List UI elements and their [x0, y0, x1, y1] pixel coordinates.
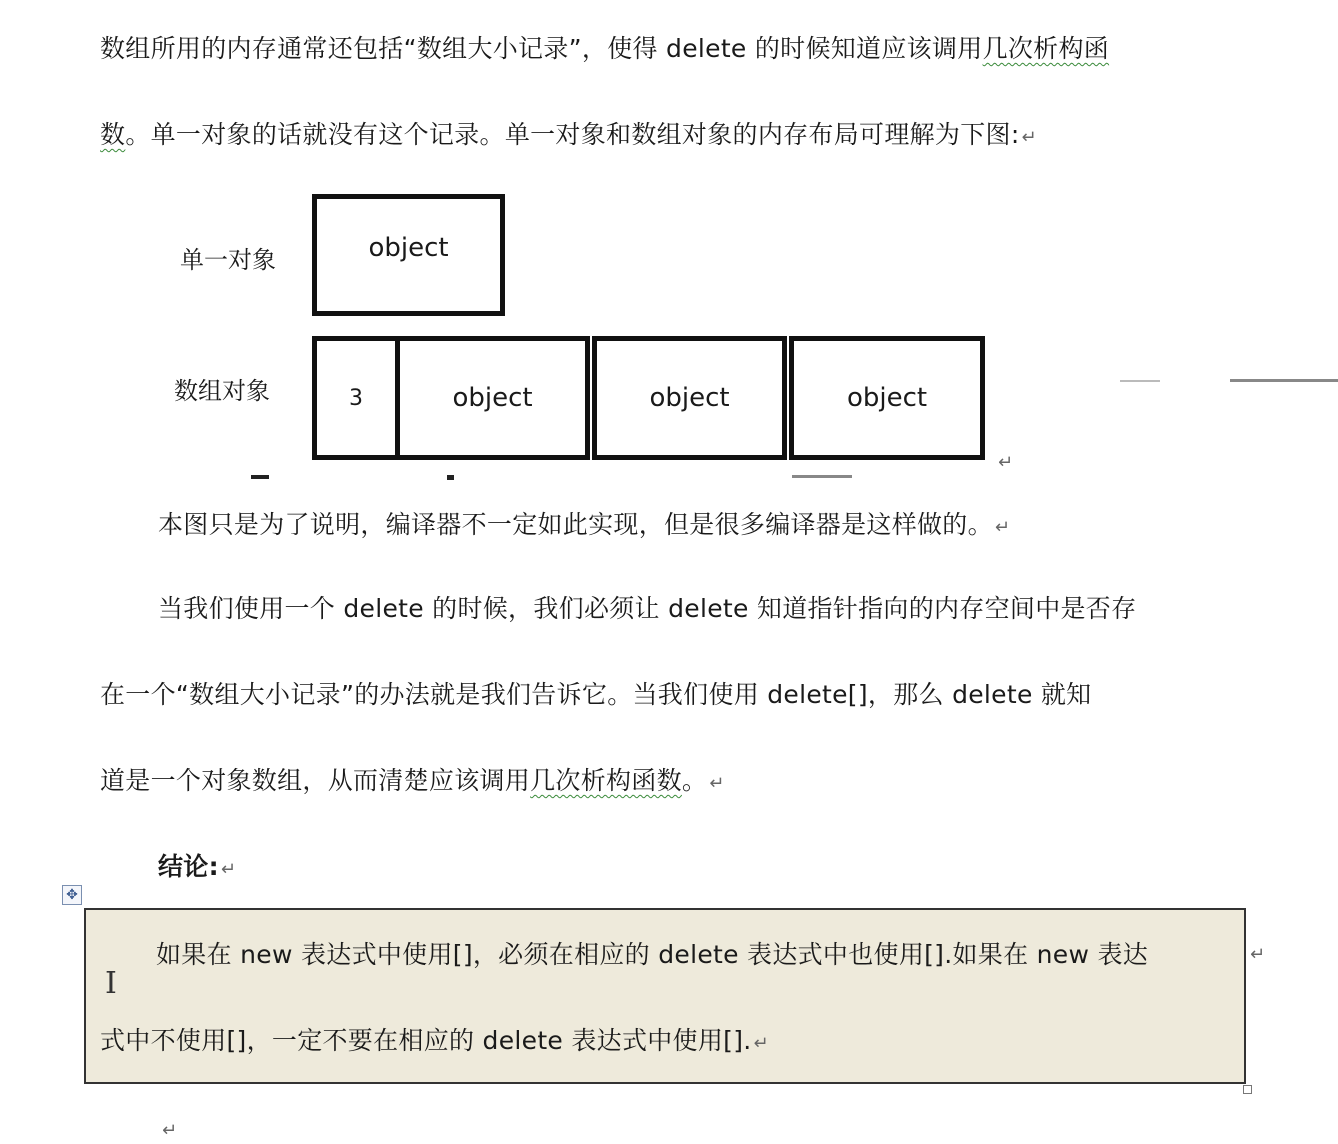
scan-mark [792, 475, 852, 478]
paragraph-mark-icon: ↵ [162, 1120, 178, 1141]
paragraph-mark-icon: ↵ [220, 859, 237, 880]
paragraph1-line1-text: 数组所用的内存通常还包括“数组大小记录”，使得 delete 的时候知道应该调用 [100, 34, 983, 63]
paragraph2-line1 [158, 592, 1136, 626]
paragraph1-line2-text: 。单一对象的话就没有这个记录。单一对象和数组对象的内存布局可理解为下图: [125, 120, 1020, 149]
conclusion-line2-text: 式中不使用[]，一定不要在相应的 delete 表达式中使用[]. [100, 1026, 752, 1055]
paragraph2-line3 [100, 764, 725, 801]
scan-mark [447, 475, 454, 480]
conclusion-line2 [100, 1024, 769, 1061]
paragraph1-line1-underlined: 几次析构函 [982, 34, 1110, 63]
move-handle-icon[interactable]: ✥ [62, 885, 82, 905]
paragraph2-line3-pre: 道是一个对象数组，从而清楚应该调用 [100, 766, 531, 795]
paragraph2-line2 [100, 678, 1091, 712]
diagram-note [158, 508, 1010, 545]
array-object-box-2: object [592, 336, 787, 460]
conclusion-line1 [156, 938, 1148, 972]
paragraph-mark-icon: ↵ [1250, 944, 1266, 965]
scan-mark [1230, 379, 1338, 382]
paragraph2-line3-underlined: 几次析构函数 [530, 766, 682, 795]
paragraph2-line1-text: 当我们使用一个 delete 的时候，我们必须让 delete 知道指针指向的内存空间中是否存 [158, 594, 1137, 623]
paragraph-mark-icon: ↵ [1021, 127, 1037, 148]
paragraph-mark-icon: ↵ [709, 773, 725, 794]
single-object-label: 单一对象 [180, 246, 276, 274]
paragraph1-line2-underlined: 数 [100, 120, 126, 149]
scan-mark [1120, 380, 1160, 382]
single-object-box: object [312, 194, 505, 316]
array-object-box-1: object [395, 336, 590, 460]
conclusion-line1-text: 如果在 new 表达式中使用[]，必须在相应的 delete 表达式中也使用[].如果在 new 表达 [156, 940, 1149, 969]
conclusion-heading-text: 结论: [158, 852, 219, 881]
resize-handle[interactable] [1243, 1085, 1252, 1094]
paragraph-mark-icon: ↵ [998, 452, 1014, 473]
array-count-box: 3 [312, 336, 400, 460]
paragraph1-line1 [100, 32, 1109, 66]
paragraph-mark-icon: ↵ [753, 1033, 769, 1054]
array-object-box-3: object [789, 336, 985, 460]
paragraph2-line3-post: 。 [681, 766, 708, 795]
conclusion-heading [158, 850, 236, 887]
paragraph2-line2-text: 在一个“数组大小记录”的办法就是我们告诉它。当我们使用 delete[]，那么 delete 就知 [100, 680, 1092, 709]
text-cursor-icon: I [105, 966, 117, 1001]
scan-mark [251, 475, 269, 479]
diagram-note-text: 本图只是为了说明，编译器不一定如此实现，但是很多编译器是这样做的。 [158, 510, 993, 539]
paragraph1-line2 [100, 118, 1037, 155]
array-object-label: 数组对象 [174, 377, 270, 405]
paragraph-mark-icon: ↵ [994, 517, 1011, 538]
